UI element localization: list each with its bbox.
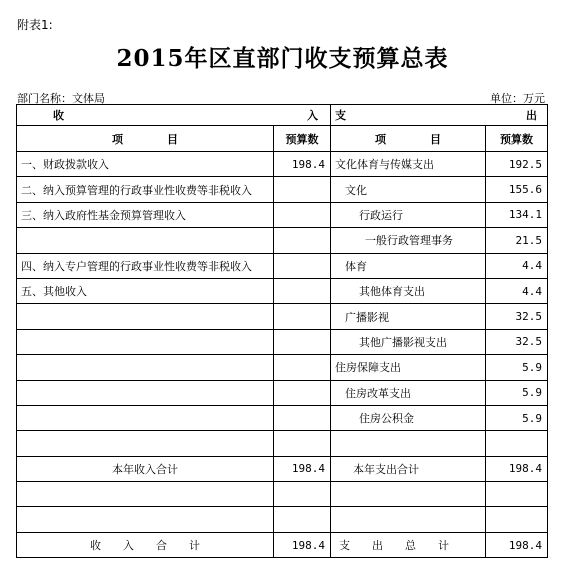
expense-header-right: 出	[526, 109, 537, 122]
income-amount-cell: 198.4	[274, 532, 331, 557]
income-item-cell: 二、纳入预算管理的行政事业性收费等非税收入	[17, 177, 274, 202]
expense-amount-cell: 5.9	[486, 380, 548, 405]
expense-amount-cell: 21.5	[486, 228, 548, 253]
income-amount-cell	[274, 380, 331, 405]
income-item-cell: 一、财政拨款收入	[17, 152, 274, 177]
expense-item-cell: 体育	[331, 253, 486, 278]
expense-amount-cell: 4.4	[486, 253, 548, 278]
table-row	[17, 532, 548, 557]
expense-item-cell: 一般行政管理事务	[331, 228, 486, 253]
expense-amount-cell: 32.5	[486, 329, 548, 354]
income-header-right: 入	[307, 109, 318, 122]
expense-amount-cell: 4.4	[486, 278, 548, 303]
table-row	[17, 482, 548, 507]
expense-item-cell	[331, 482, 486, 507]
expense-item-cell: 其他广播影视支出	[331, 329, 486, 354]
expense-item-cell: 文化体育与传媒支出	[331, 152, 486, 177]
table-row	[17, 202, 548, 227]
table-row	[17, 431, 548, 456]
table-row	[17, 177, 548, 202]
expense-item-cell	[331, 507, 486, 532]
income-amount-cell	[274, 202, 331, 227]
income-item-cell	[17, 482, 274, 507]
unit-label: 单位：万元	[490, 92, 545, 105]
table-header-row-2	[17, 126, 548, 152]
income-amount-header: 预算数	[274, 126, 331, 152]
expense-amount-cell: 198.4	[486, 456, 548, 481]
income-header	[17, 105, 331, 126]
attachment-label: 附表1:	[17, 18, 53, 32]
budget-table	[16, 104, 548, 558]
income-item-cell	[17, 228, 274, 253]
income-item-cell	[17, 355, 274, 380]
expense-amount-cell: 155.6	[486, 177, 548, 202]
income-item-cell: 本年收入合计	[17, 456, 274, 481]
income-item-cell: 四、纳入专户管理的行政事业性收费等非税收入	[17, 253, 274, 278]
income-amount-cell	[274, 405, 331, 430]
expense-amount-cell: 192.5	[486, 152, 548, 177]
expense-header	[331, 105, 548, 126]
expense-item-cell: 住房保障支出	[331, 355, 486, 380]
expense-amount-cell: 5.9	[486, 405, 548, 430]
income-amount-cell	[274, 329, 331, 354]
income-item-cell	[17, 431, 274, 456]
table-row	[17, 304, 548, 329]
income-amount-cell	[274, 253, 331, 278]
income-item-cell	[17, 380, 274, 405]
expense-item-cell: 住房改革支出	[331, 380, 486, 405]
income-item-cell	[17, 405, 274, 430]
income-amount-cell	[274, 228, 331, 253]
expense-item-cell: 其他体育支出	[331, 278, 486, 303]
table-row	[17, 329, 548, 354]
expense-item-cell: 本年支出合计	[331, 456, 486, 481]
income-item-cell: 收 入 合 计	[17, 532, 274, 557]
income-amount-cell	[274, 355, 331, 380]
expense-item-cell: 支 出 总 计	[331, 532, 486, 557]
expense-item-cell: 住房公积金	[331, 405, 486, 430]
income-item-cell	[17, 329, 274, 354]
income-amount-cell: 198.4	[274, 152, 331, 177]
expense-amount-header: 预算数	[486, 126, 548, 152]
expense-item-header: 项 目	[331, 126, 486, 152]
table-row	[17, 278, 548, 303]
expense-item-cell	[331, 431, 486, 456]
expense-amount-cell	[486, 507, 548, 532]
table-row	[17, 228, 548, 253]
expense-header-left: 支	[335, 109, 346, 122]
income-amount-cell: 198.4	[274, 456, 331, 481]
income-amount-cell	[274, 482, 331, 507]
table-row	[17, 152, 548, 177]
expense-item-cell: 文化	[331, 177, 486, 202]
expense-amount-cell: 5.9	[486, 355, 548, 380]
expense-amount-cell	[486, 431, 548, 456]
income-item-cell: 三、纳入政府性基金预算管理收入	[17, 202, 274, 227]
expense-item-cell: 广播影视	[331, 304, 486, 329]
income-item-cell: 五、其他收入	[17, 278, 274, 303]
table-row	[17, 456, 548, 481]
expense-amount-cell	[486, 482, 548, 507]
table-row	[17, 405, 548, 430]
expense-item-cell: 行政运行	[331, 202, 486, 227]
income-amount-cell	[274, 177, 331, 202]
table-row	[17, 507, 548, 532]
expense-amount-cell: 198.4	[486, 532, 548, 557]
income-item-cell	[17, 507, 274, 532]
income-amount-cell	[274, 507, 331, 532]
table-header-row-1	[17, 105, 548, 126]
table-row	[17, 380, 548, 405]
income-amount-cell	[274, 431, 331, 456]
income-amount-cell	[274, 304, 331, 329]
table-row	[17, 253, 548, 278]
expense-amount-cell: 134.1	[486, 202, 548, 227]
income-amount-cell	[274, 278, 331, 303]
income-item-header: 项 目	[17, 126, 274, 152]
table-row	[17, 355, 548, 380]
department-name: 部门名称：文体局	[17, 92, 105, 105]
expense-amount-cell: 32.5	[486, 304, 548, 329]
income-header-left: 收	[53, 109, 64, 122]
page-title: 2015年区直部门收支预算总表	[116, 45, 449, 72]
income-item-cell	[17, 304, 274, 329]
